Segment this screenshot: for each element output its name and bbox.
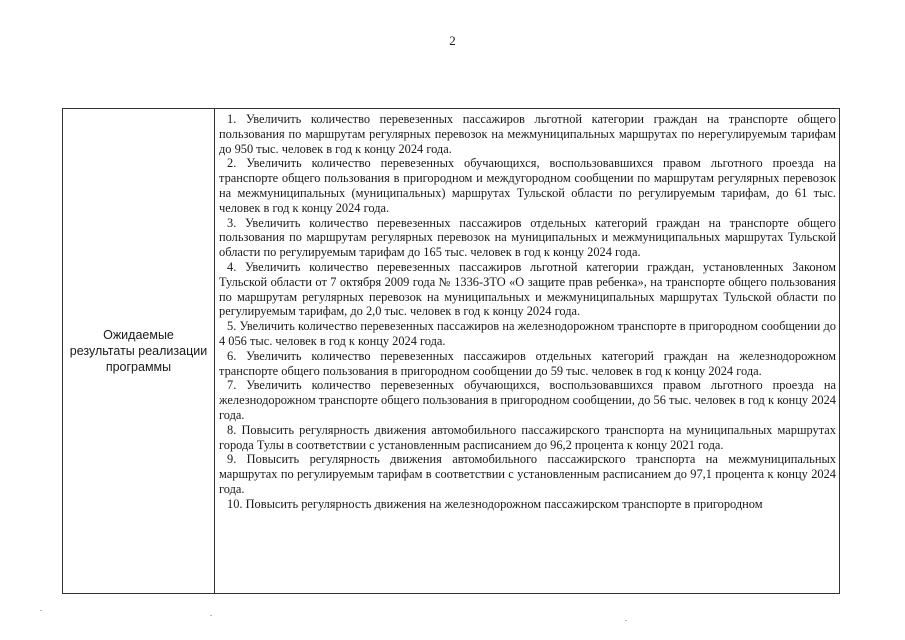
result-item-4: 4. Увеличить количество перевезенных пассажиров льготной категории граждан, установленных Законом Тульской области от 7 октября 2009 года № 1336-ЗТО «О защите прав ребенка», на транспорте общего пользования по маршрутам регулярных перевозок на муниципальных и межмуниципальных маршрутах Тульской области по регулируемым тарифам, до 2,0 тыс. человек в год к концу 2024 года. <box>219 259 836 319</box>
scan-speck <box>210 615 212 616</box>
results-table <box>62 108 840 594</box>
scan-speck <box>625 620 627 621</box>
result-item-10: 10. Повысить регулярность движения на железнодорожном пассажирском транспорте в пригородном <box>227 496 763 511</box>
row-label-line: Ожидаемые <box>103 328 174 342</box>
result-item-7: 7. Увеличить количество перевезенных обучающихся, воспользовавшихся правом льготного проезда на железнодорожном транспорте общего пользования в пригородном сообщении, до 56 тыс. человек в год к концу 2024 года. <box>219 378 836 422</box>
result-item-5: 5. Увеличить количество перевезенных пассажиров на железнодорожном транспорте в пригородном сообщении до 4 056 тыс. человек в год к концу 2024 года. <box>219 319 836 348</box>
row-label-cell <box>63 109 215 593</box>
result-item-8: 8. Повысить регулярность движения автомобильного пассажирского транспорта на муниципальных маршрутах города Тулы в соответствии с установленным расписанием до 96,2 процента к концу 2021 года. <box>219 422 836 452</box>
row-label-line: программы <box>105 360 172 374</box>
row-label <box>70 327 207 375</box>
page-number: 2 <box>449 33 456 48</box>
result-item-1: 1. Увеличить количество перевезенных пассажиров льготной категории граждан на транспорте общего пользования по маршрутам регулярных перевозок на межмуниципальных маршрутах по нерегулируемым тарифам до 950 тыс. человек в год к концу 2024 года. <box>219 112 836 156</box>
result-item-2: 2. Увеличить количество перевезенных обучающихся, воспользовавшихся правом льготного проезда на транспорте общего пользования в пригородном и междугородном сообщении по маршрутам регулярных перевозок на межмуниципальных (муниципальных) маршрутах Тульской области по регулируемым тарифам, до 61 тыс. человек в год к концу 2024 года. <box>219 156 836 215</box>
result-item-3: 3. Увеличить количество перевезенных пассажиров отдельных категорий граждан на транспорте общего пользования по маршрутам регулярных перевозок на муниципальных и межмуниципальных маршрутах Тульской области по регулируемым тарифам до 165 тыс. человек в год к концу 2024 года. <box>219 215 836 260</box>
result-item-6: 6. Увеличить количество перевезенных пассажиров отдельных категорий граждан на железнодорожном транспорте общего пользования в пригородном сообщении до 59 тыс. человек в год к концу 2024 года. <box>219 348 836 378</box>
scan-speck <box>40 610 42 611</box>
result-item-9: 9. Повысить регулярность движения автомобильного пассажирского транспорта на межмуниципальных маршрутах по регулируемым тарифам в соответствии с установленным расписанием до 97,1 процента к концу 2024 года. <box>219 452 836 496</box>
row-label-line: результаты реализации <box>69 344 208 358</box>
results-list <box>215 109 839 593</box>
